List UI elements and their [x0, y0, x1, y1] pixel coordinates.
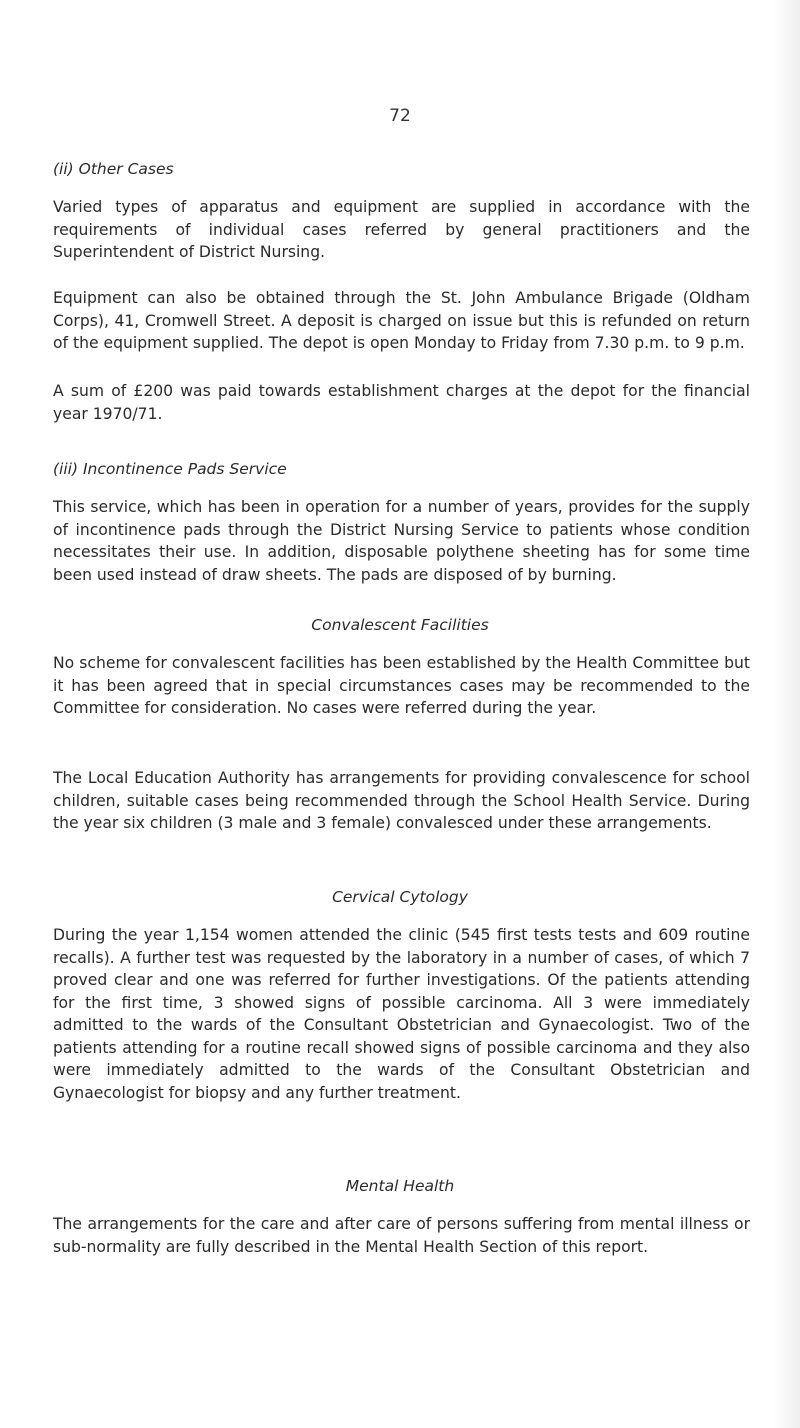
paragraph-incontinence-pads: This service, which has been in operation for a number of years, provides for the supply of incontinence pads through the District Nursing Service to patients whose condition necessitates their use. In addition, disposable polythene sheeting has for some time been used instead of draw sheets. The pads are disposed of by burning. — [53, 498, 750, 584]
paragraph-local-education-authority: The Local Education Authority has arrangements for providing convalescence for school children, suitable cases being recommended through the School Health Service. During the year six children (3 male and 3 female) convalesced under these arrangements. — [53, 769, 750, 832]
section-heading-mental-health: Mental Health — [345, 1177, 455, 1195]
paragraph-apparatus: Varied types of apparatus and equipment are supplied in accordance with the requirements of individual cases referred by general practitioners and the Superintendent of District Nursing. — [53, 198, 750, 261]
page-number: 72 — [389, 106, 411, 126]
paragraph-convalescent-scheme: No scheme for convalescent facilities has been established by the Health Committee but it has been agreed that in special circumstances cases may be recommended to the Committee for consideration. No cases were referred during the year. — [53, 654, 750, 717]
section-heading-cervical-cytology: Cervical Cytology — [332, 888, 468, 906]
paragraph-ambulance-brigade: Equipment can also be obtained through the St. John Ambulance Brigade (Oldham Corps), 41, Cromwell Street. A deposit is charged on issue but this is refunded on return of the equipment supplied. The depot is open Monday to Friday from 7.30 p.m. to 9 p.m. — [53, 289, 750, 352]
section-heading-convalescent-facilities: Convalescent Facilities — [311, 616, 489, 634]
page-edge-shadow — [772, 0, 800, 1428]
paragraph-depot-charges: A sum of £200 was paid towards establishment charges at the depot for the financial year 1970/71. — [53, 382, 750, 423]
paragraph-cervical-cytology: During the year 1,154 women attended the clinic (545 first tests tests and 609 routine recalls). A further test was requested by the laboratory in a number of cases, of which 7 proved clear and one was referred for further investigations. Of the patients attending for the first time, 3 showed signs of possible carcinoma. All 3 were immediately admitted to the wards of the Consultant Obstetrician and Gynaecologist. Two of the patients attending for a routine recall showed signs of possible carcinoma and they also were immediately admitted to the wards of the Consultant Obstetrician and Gynaecologist for biopsy and any further treatment. — [53, 926, 750, 1102]
section-heading-incontinence-pads: (iii) Incontinence Pads Service — [53, 460, 287, 478]
paragraph-mental-health: The arrangements for the care and after care of persons suffering from mental illness or sub-normality are fully described in the Mental Health Section of this report. — [53, 1215, 750, 1256]
section-heading-other-cases: (ii) Other Cases — [53, 160, 174, 178]
